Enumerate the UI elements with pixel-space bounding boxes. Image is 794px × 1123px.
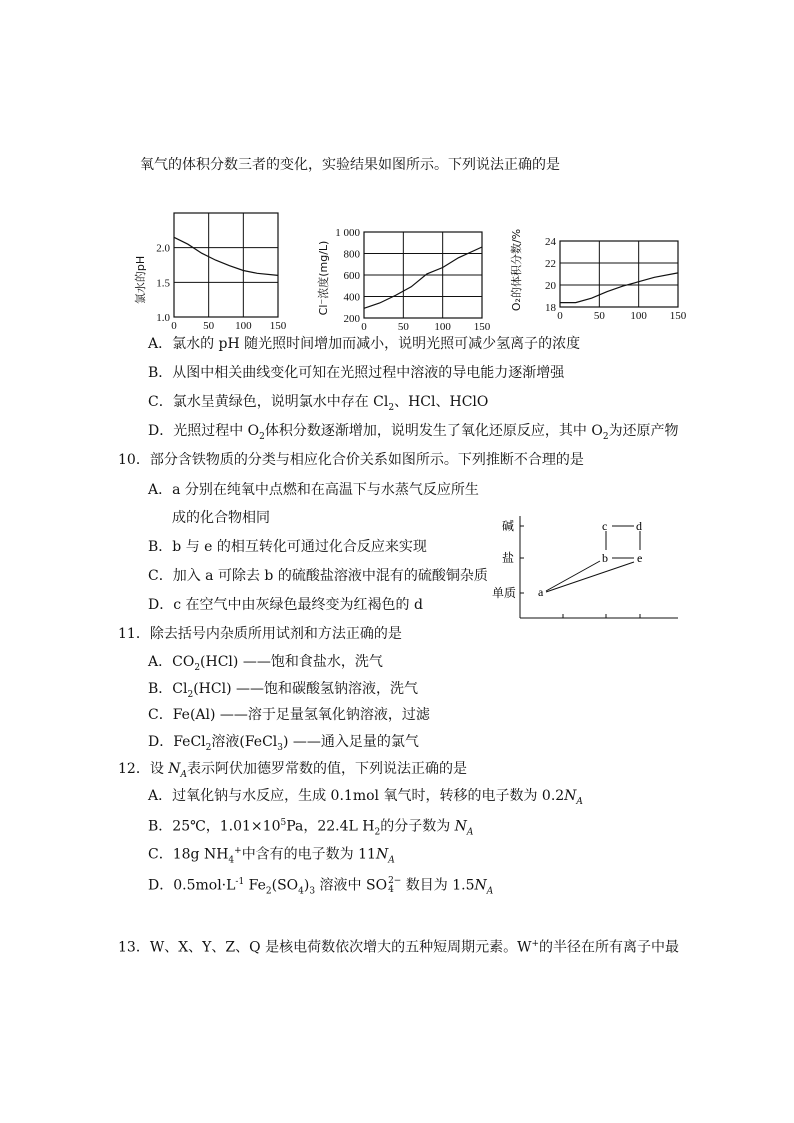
q9-option-d: D．光照过程中 $O_2$体积分数逐渐增加，说明发生了氧化还原反应，其中 $O_2$为还原产物	[148, 423, 679, 442]
x-tick-label: 0	[557, 310, 563, 322]
diagram-label-base: 碱	[501, 519, 514, 533]
chart-chloride-grid	[364, 232, 482, 318]
y-tick-label: 20	[545, 280, 556, 292]
chart-ph-yticks	[156, 243, 170, 324]
q9-option-c: C．氯水呈黄绿色，说明氯水中存在 $Cl_2$、HCl、HClO	[148, 394, 489, 413]
chart-chloride-yticks	[335, 227, 360, 325]
y-tick-label: 200	[343, 313, 360, 325]
q9-option-a: A．氯水的 pH 随光照时间增加而减小，说明光照可减少氢离子的浓度	[148, 336, 581, 352]
x-tick-label: 50	[593, 310, 605, 322]
diagram-node-e: e	[637, 551, 643, 565]
q11-option-b: B．$Cl_2(HCl)$ ——饱和碳酸氢钠溶液，洗气	[148, 681, 418, 700]
q9-option-b: B．从图中相关曲线变化可知在光照过程中溶液的导电能力逐渐增强	[148, 365, 565, 381]
x-tick-label: 150	[269, 320, 287, 332]
y-tick-label: 1.0	[156, 312, 170, 324]
y-tick-label: 800	[343, 248, 360, 261]
chart-chloride	[315, 220, 500, 335]
chart-ph-frame	[174, 213, 278, 317]
q12-option-a: A．过氧化钠与水反应，生成 0.1mol 氧气时，转移的电子数为 $0.2N_A$	[148, 788, 583, 807]
q12-option-c: C．18g $NH_4^+$中含有的电子数为 $11N_A$	[148, 846, 395, 866]
x-tick-label: 100	[235, 320, 252, 332]
y-tick-label: 400	[343, 291, 360, 304]
chart-oxygen-xticks	[557, 310, 687, 322]
diagram-node-b: b	[602, 551, 608, 565]
q11-option-a: A．$CO_2(HCl)$ ——饱和食盐水，洗气	[148, 654, 383, 673]
x-tick-label: 150	[473, 321, 491, 333]
chart-oxygen-frame	[560, 241, 678, 307]
y-tick-label: 24	[545, 236, 556, 248]
chart-oxygen-curve	[560, 273, 678, 303]
question-9-stem-tail: 氧气的体积分数三者的变化，实验结果如图所示。下列说法正确的是	[140, 157, 560, 173]
x-tick-label: 100	[434, 321, 451, 333]
x-tick-label: 0	[171, 320, 177, 332]
y-tick-label: 1.5	[156, 277, 170, 290]
iron-valence-diagram	[488, 508, 688, 648]
chart-chloride-ylabel: Cl⁻浓度(mg/L)	[317, 240, 330, 316]
q10-stem: 10．部分含铁物质的分类与相应化合价关系如图所示。下列推断不合理的是	[118, 452, 584, 468]
diagram-node-c: c	[602, 519, 608, 533]
diagram-label-element: 单质	[491, 586, 516, 600]
q10-option-c: C．加入 a 可除去 b 的硫酸盐溶液中混有的硫酸铜杂质	[148, 568, 488, 584]
q11-option-d: D．FeCl$_2$溶液(FeCl$_3$) ——通入足量的氯气	[148, 734, 419, 753]
chart-oxygen-ylabel: O₂的体积分数/%	[510, 228, 523, 312]
x-tick-label: 50	[397, 321, 409, 333]
x-tick-label: 100	[630, 310, 647, 322]
chart-ph-xticks	[171, 320, 287, 332]
q12-option-b: B．25℃，$1.01\times 10^5Pa$，22.4L $H_2$的分子数为 $N_A$	[148, 818, 474, 838]
diagram-node-d: d	[636, 519, 642, 533]
chart-oxygen-grid	[560, 241, 678, 307]
diagram-label-salt: 盐	[501, 551, 514, 565]
q10-option-d: D．c 在空气中由灰绿色最终变为红褐色的 d	[148, 597, 423, 613]
chart-chloride-curve	[364, 247, 482, 308]
q12-stem: 12．设 $N_A$表示阿伏加德罗常数的值，下列说法正确的是	[118, 761, 468, 780]
q11-option-c: C．Fe(Al) ——溶于足量氢氧化钠溶液，过滤	[148, 707, 430, 723]
q11-stem: 11．除去括号内杂质所用试剂和方法正确的是	[118, 626, 402, 642]
x-tick-label: 0	[361, 321, 367, 333]
chart-chloride-xticks	[361, 321, 491, 333]
chart-oxygen	[508, 228, 693, 333]
y-tick-label: 1 000	[335, 227, 360, 239]
y-tick-label: 18	[545, 302, 556, 314]
chart-ph-ylabel: 氯水的pH	[134, 255, 147, 305]
x-tick-label: 50	[203, 320, 215, 332]
y-tick-label: 22	[545, 258, 556, 270]
x-tick-label: 150	[669, 310, 687, 322]
q10-option-a-line2: 成的化合物相同	[172, 510, 270, 526]
y-tick-label: 600	[343, 270, 360, 282]
diagram-node-a: a	[538, 585, 544, 599]
q10-option-a-line1: A．a 分别在纯氧中点燃和在高温下与水蒸气反应所生	[148, 482, 479, 498]
chart-ph	[132, 205, 302, 335]
chart-oxygen-yticks	[545, 236, 557, 314]
q13-stem: 13．W、X、Y、Z、Q 是核电荷数依次增大的五种短周期元素。W+的半径在所有离子中最	[118, 939, 680, 956]
q10-option-b: B．b 与 e 的相互转化可通过化合反应来实现	[148, 539, 427, 555]
chart-ph-grid	[174, 213, 278, 317]
chart-ph-curve	[174, 237, 278, 275]
q12-option-d: D．$0.5mol\cdot L^{-1}$ $Fe_2(SO_4)_3$ 溶液中 SO 2− 4 数目为 $1.5N_A$	[148, 875, 494, 897]
y-tick-label: 2.0	[156, 242, 170, 255]
